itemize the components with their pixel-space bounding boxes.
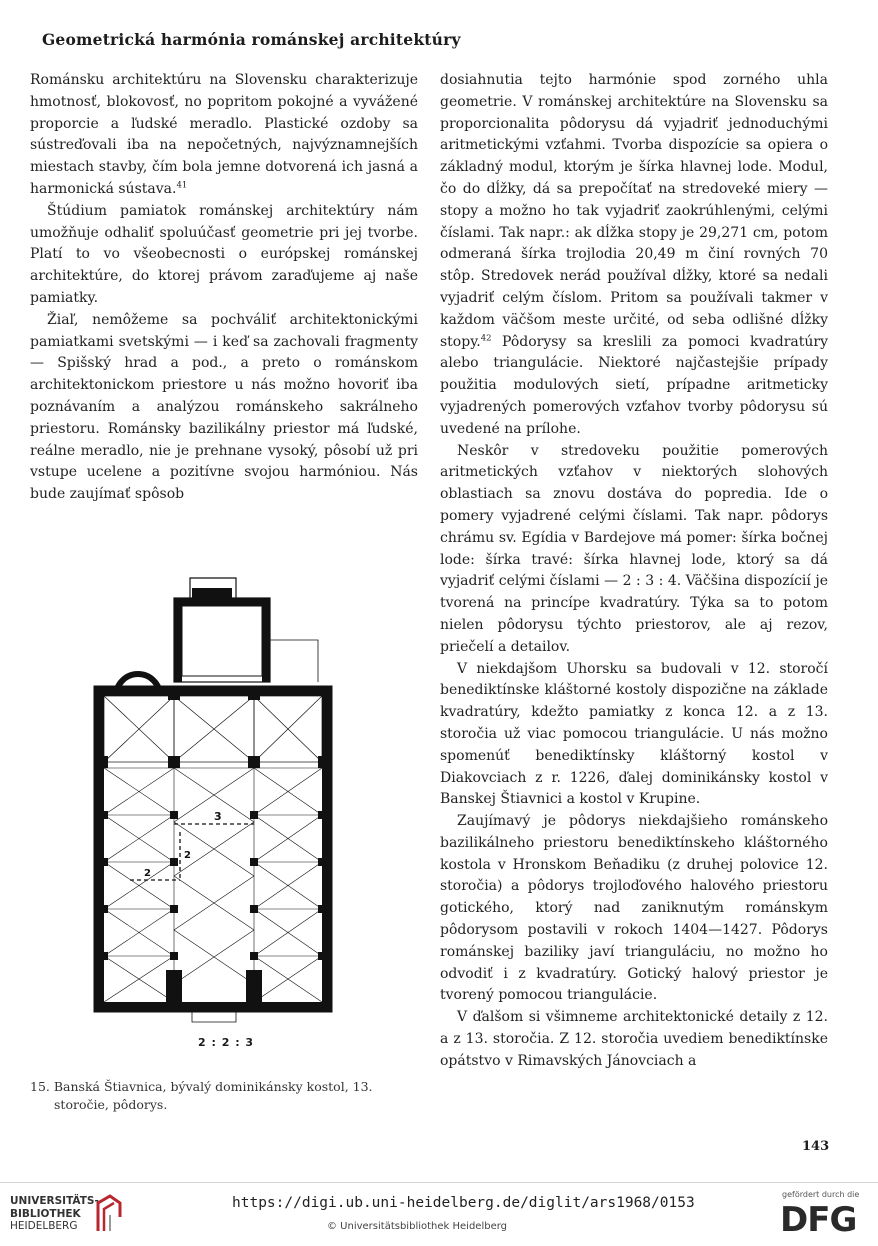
figure-ratio-label: 2 : 2 : 3 xyxy=(198,1036,255,1049)
dimension-label-3: 3 xyxy=(214,810,222,823)
university-name-line: HEIDELBERG xyxy=(10,1220,78,1232)
sacristy-outline xyxy=(270,640,318,682)
paragraph: Neskôr v stredoveku použitie pomerových aritmetických vzťahov v niektorých slohových oblastiach sa znovu dostáva do popredia. Ide o pomery vyjadrené celými číslami. Tak napr. pôdorys chrámu sv. Egídia v Bardejove má pomer: šírka bočnej lode: šírka travé: šírka hlavnej lode, ktorý sa dá vyjadriť celými číslami — 2 : 3 : 4. Väčšina dispozícií je tvorená na princípe kvadratúry. Týka sa to potom nielen pôdorysu týchto priestorov, ale aj rezov, priečelí a detailov. xyxy=(440,442,828,655)
dimension-label-2: 2 xyxy=(184,850,191,861)
footnote-ref[interactable]: 42 xyxy=(480,332,492,343)
university-name xyxy=(10,1195,99,1233)
paragraph: Štúdium pamiatok románskej architektúry nám umožňuje odhaliť spoluúčasť geometrie pri jej tvorbe. Platí to vo všeobecnosti o európskej románskej architektúre, do ktorej právom zaraďujeme aj naše pamiatky. xyxy=(30,202,418,306)
running-head: Geometrická harmónia románskej architektúry xyxy=(42,30,461,49)
footnote-ref[interactable]: 41 xyxy=(176,180,188,191)
paragraph-text: Románsku architektúru na Slovensku charakterizuje hmotnosť, blokovosť, no popritom pokojné a vyvážené proporcie a ľudské meradlo. Plastické ozdoby sa sústreďovali iba na nepočetných, najvýznamnejších miestach stavby, čím bola jemne dotvorená ich jasná a harmonická sústava. xyxy=(30,72,418,197)
paragraph: Žiaľ, nemôžeme sa pochváliť architektonickými pamiatkami svetskými — i keď sa zachovali fragmenty — Spišský hrad a pod., a preto o románskom architektonickom priestore u nás možno hovoriť iba poznávaním a analýzou románskeho sakrálneho priestoru. Románsky bazilikálny priestor má ľudské, reálne meradlo, nie je prehnane vysoký, pôsobí už pri vstupe ucelene a pozitívne svojou harmóniou. Nás bude zaujímať spôsob xyxy=(30,311,418,503)
right-column xyxy=(440,70,828,1073)
permalink-url[interactable]: https://digi.ub.uni-heidelberg.de/diglit/ars1968/0153 xyxy=(232,1195,695,1211)
floor-plan-figure xyxy=(88,570,348,1030)
copyright-notice: © Universitätsbibliothek Heidelberg xyxy=(327,1221,508,1232)
nave-outline xyxy=(94,686,332,1012)
university-name-line: UNIVERSITÄTS- xyxy=(10,1195,99,1207)
dfg-logo[interactable]: DFG xyxy=(780,1200,857,1240)
paragraph: Zaujímavý je pôdorys niekdajšieho románskeho bazilikálneho priestoru benediktínskeho kláštorného kostola v Hronskom Beňadiku (z druhej polovice 12. storočia) a pôdorys trojloďového halového priestoru gotického, ktorý nad zaniknutým románskym pôdorysom postavili v rokoch 1404—1427. Pôdorys románskej baziliky javí trianguláciu, no možno ho odvodiť i z kvadratúry. Gotický halový priestor je tvorený pomocou triangulácie. xyxy=(440,813,828,1004)
dimension-label-2: 2 xyxy=(144,868,151,879)
paragraph xyxy=(440,70,828,441)
page-number: 143 xyxy=(802,1139,830,1154)
caption-line: 15. Banská Štiavnica, bývalý dominikánsky kostol, 13. xyxy=(30,1079,373,1094)
university-logo[interactable] xyxy=(10,1193,220,1238)
paragraph: V niekdajšom Uhorsku sa budovali v 12. storočí benediktínske kláštorné kostoly dispozične na základe kvadratúry, kdežto pamiatky z konca 12. a z 13. storočia už viac pomocou triangulácie. U nás možno spomenúť benediktínsky kláštorný kostol v Diakovciach z r. 1226, ďalej dominikánsky kostol v Banskej Štiavnici a kostol v Krupine. xyxy=(440,660,828,808)
figure-caption xyxy=(30,1078,418,1114)
paragraph xyxy=(30,70,418,201)
university-name-line: BIBLIOTHEK xyxy=(10,1207,81,1220)
left-column xyxy=(30,70,418,506)
footer-bar xyxy=(0,1182,878,1246)
paragraph: V ďalšom si všimneme architektonické detaily z 12. a z 13. storočia. Z 12. storočia uvediem benediktínske opátstvo v Rimavských Jánovciach a xyxy=(440,1009,828,1069)
caption-line: storočie, pôdorys. xyxy=(54,1097,168,1112)
paragraph-text: Pôdorysy sa kreslili za pomoci kvadratúry alebo triangulácie. Niektoré najčastejšie prípady použitia modulových sietí, prípadne aritmeticky vyjadrených pomerových vzťahov tvorby pôdorysu sú uvedené na prílohe. xyxy=(440,333,828,437)
paragraph-text: dosiahnutia tejto harmónie spod zorného uhla geometrie. V románskej architektúre na Slovensku sa proporcionalita pôdorysu dá vyjadriť jednoduchými aritmetickými vzťahmi. Tvorba dispozície sa opiera o základný modul, ktorým je šírka hlavnej lode. Modul, čo do dĺžky, dá sa prepočítať na stredoveké miery — stopy a možno ho tak vyjadriť zaokrúhlenými, celými číslami. Tak napr.: ak dĺžka stopy je 29,271 cm, potom odmeraná šírka trojlodia 20,49 m činí rovných 70 stôp. Stredovek nerád používal dĺžky, ktoré sa nedali vyjadriť celým číslom. Pritom sa používali takmer v každom väčšom meste určité, od seba odlišné dĺžky stopy. xyxy=(440,72,828,350)
crest-icon xyxy=(90,1193,128,1235)
sponsor-text: gefördert durch die xyxy=(782,1190,860,1199)
